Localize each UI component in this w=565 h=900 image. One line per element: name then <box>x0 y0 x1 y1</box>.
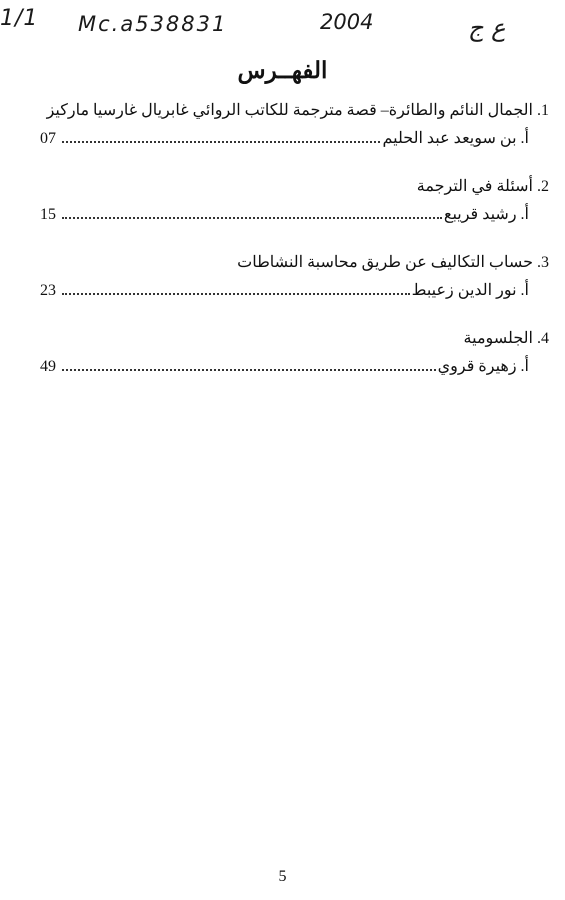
toc-entry-1-heading <box>47 100 549 120</box>
toc-entry-2-heading <box>417 176 549 196</box>
toc-entry-4-heading <box>464 328 549 348</box>
toc-author: أ. رشيد قريبع <box>443 206 529 223</box>
toc-entry-number: 2. <box>537 178 549 195</box>
toc-entry-number: 3. <box>537 254 549 271</box>
toc-entry-4-line <box>40 354 529 376</box>
toc-entry-2-line <box>40 202 529 224</box>
toc-author: أ. بن سويعد عبد الحليم <box>382 130 529 147</box>
handwritten-right-mark: ع ج <box>468 14 506 42</box>
toc-entry-title: الجلسومية <box>463 330 533 347</box>
toc-author: أ. نور الدين زعيبط <box>411 282 529 299</box>
toc-entry-3-line <box>40 278 529 300</box>
toc-entry-1-line <box>40 126 529 148</box>
toc-entry-title: أسئلة في الترجمة <box>416 178 533 195</box>
dot-leader <box>62 368 436 371</box>
dot-leader <box>62 216 442 219</box>
toc-page-number: 15 <box>40 206 56 223</box>
toc-page-number: 23 <box>40 282 56 299</box>
page-title: الفهــرس <box>237 58 328 83</box>
page-number: 5 <box>278 868 287 885</box>
toc-entry-3-heading <box>237 252 549 272</box>
toc-author: أ. زهيرة قروي <box>437 358 529 375</box>
toc-page-number: 49 <box>40 358 56 375</box>
dot-leader <box>62 292 410 295</box>
toc-entry-number: 1. <box>537 102 549 119</box>
toc-entry-title: حساب التكاليف عن طريق محاسبة النشاطات <box>237 254 533 271</box>
handwritten-year: 2004 <box>320 10 374 34</box>
handwritten-left-mark: 1/1 <box>0 6 39 31</box>
dot-leader <box>62 140 380 143</box>
handwritten-catalog-code: Mc.a538831 <box>78 12 228 36</box>
toc-entry-number: 4. <box>537 330 549 347</box>
toc-entry-title: الجمال النائم والطائرة– قصة مترجمة للكاتب الروائي غابريال غارسيا ماركيز <box>46 102 533 119</box>
toc-page-number: 07 <box>40 130 56 147</box>
